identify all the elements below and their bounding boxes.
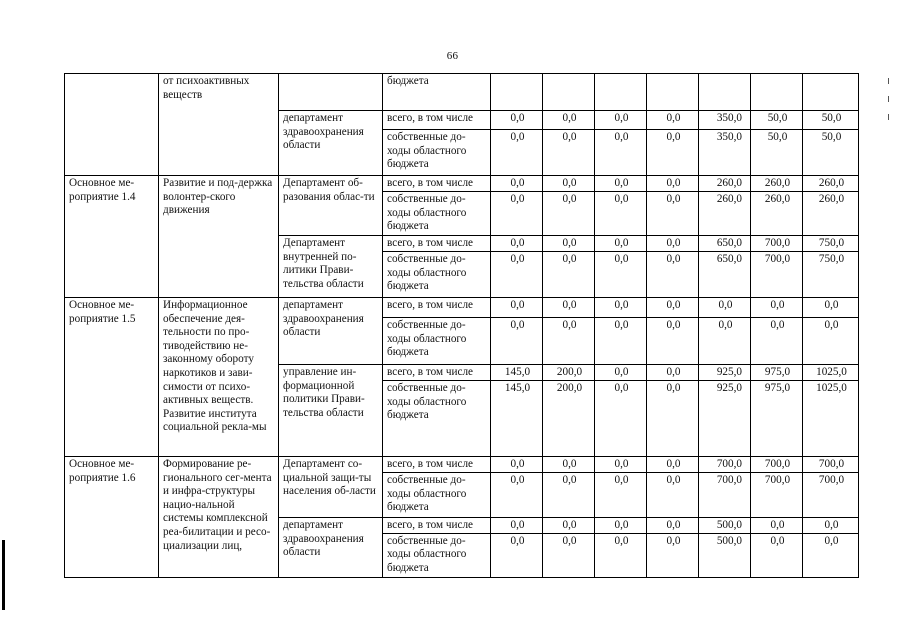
value-cell: 0,0	[491, 473, 543, 518]
value-cell: 0,0	[543, 252, 595, 298]
value-cell: 0,0	[491, 252, 543, 298]
value-cell: 1025,0	[803, 365, 859, 381]
value-cell: 260,0	[803, 192, 859, 236]
executor-cell	[279, 74, 383, 111]
value-cell: 0,0	[647, 192, 699, 236]
value-cell: 0,0	[595, 192, 647, 236]
executor-cell: Департамент внутренней по-литики Прави-тельства области	[279, 236, 383, 298]
value-cell: 260,0	[751, 176, 803, 192]
value-cell: 925,0	[699, 381, 751, 457]
scan-edge-tick	[888, 96, 889, 102]
value-cell: 0,0	[803, 298, 859, 318]
value-cell: 700,0	[751, 252, 803, 298]
value-cell: 350,0	[699, 111, 751, 130]
activity-name-cell: Информационное обеспечение дея-тельности по про-тиводействию не-законному обороту наркотиков и зави-симости от психо-активных веществ. Развитие института социальной рекла-мы	[159, 298, 279, 457]
value-cell: 50,0	[803, 130, 859, 176]
value-cell: 0,0	[647, 473, 699, 518]
activity-cell	[65, 74, 159, 176]
value-cell: 260,0	[699, 192, 751, 236]
value-cell: 700,0	[751, 473, 803, 518]
value-cell: 50,0	[803, 111, 859, 130]
value-cell: 0,0	[595, 365, 647, 381]
value-cell: 0,0	[647, 533, 699, 577]
value-cell: 350,0	[699, 130, 751, 176]
funding-type-cell: собственные до-ходы областного бюджета	[383, 192, 491, 236]
value-cell	[595, 74, 647, 111]
value-cell: 0,0	[647, 518, 699, 534]
value-cell: 0,0	[647, 176, 699, 192]
value-cell	[543, 74, 595, 111]
value-cell: 0,0	[751, 518, 803, 534]
value-cell: 750,0	[803, 252, 859, 298]
value-cell: 0,0	[751, 318, 803, 365]
value-cell: 0,0	[491, 236, 543, 252]
value-cell: 0,0	[803, 533, 859, 577]
executor-cell: департамент здравоохранения области	[279, 518, 383, 578]
value-cell: 975,0	[751, 381, 803, 457]
value-cell: 0,0	[543, 298, 595, 318]
funding-type-cell: собственные до-ходы областного бюджета	[383, 130, 491, 176]
scan-edge-tick	[888, 78, 889, 84]
value-cell: 1025,0	[803, 381, 859, 457]
funding-type-cell: бюджета	[383, 74, 491, 111]
scan-edge-tick	[888, 114, 889, 120]
activity-name-cell: от психоактивных веществ	[159, 74, 279, 176]
funding-type-cell: всего, в том числе	[383, 236, 491, 252]
value-cell: 260,0	[803, 176, 859, 192]
value-cell: 500,0	[699, 518, 751, 534]
value-cell: 0,0	[647, 365, 699, 381]
value-cell: 500,0	[699, 533, 751, 577]
activity-cell: Основное ме-роприятие 1.6	[65, 457, 159, 578]
value-cell: 0,0	[751, 533, 803, 577]
value-cell	[803, 74, 859, 111]
value-cell	[751, 74, 803, 111]
value-cell: 0,0	[647, 381, 699, 457]
value-cell	[699, 74, 751, 111]
value-cell: 700,0	[751, 457, 803, 473]
value-cell: 650,0	[699, 236, 751, 252]
table-row	[65, 74, 859, 111]
value-cell: 700,0	[751, 236, 803, 252]
value-cell: 0,0	[491, 192, 543, 236]
value-cell: 0,0	[595, 518, 647, 534]
activity-cell: Основное ме-роприятие 1.5	[65, 298, 159, 457]
activity-cell: Основное ме-роприятие 1.4	[65, 176, 159, 298]
funding-type-cell: всего, в том числе	[383, 111, 491, 130]
executor-cell: Департамент со-циальной защи-ты населения об-ласти	[279, 457, 383, 518]
funding-type-cell: всего, в том числе	[383, 298, 491, 318]
value-cell: 0,0	[595, 473, 647, 518]
executor-cell: департамент здравоохранения области	[279, 298, 383, 365]
funding-type-cell: всего, в том числе	[383, 457, 491, 473]
value-cell: 700,0	[699, 473, 751, 518]
activity-name-cell: Развитие и под-держка волонтер-ского движения	[159, 176, 279, 298]
funding-type-cell: всего, в том числе	[383, 518, 491, 534]
value-cell: 200,0	[543, 381, 595, 457]
table-row	[65, 176, 859, 192]
value-cell: 700,0	[803, 457, 859, 473]
value-cell: 0,0	[595, 298, 647, 318]
value-cell: 0,0	[699, 318, 751, 365]
value-cell	[647, 74, 699, 111]
value-cell: 0,0	[491, 176, 543, 192]
value-cell: 0,0	[491, 457, 543, 473]
executor-cell: управление ин-формационной политики Прави-тельства области	[279, 365, 383, 457]
executor-cell: департамент здравоохранения области	[279, 111, 383, 176]
value-cell: 0,0	[647, 298, 699, 318]
budget-table	[64, 73, 859, 578]
value-cell: 0,0	[543, 176, 595, 192]
value-cell: 925,0	[699, 365, 751, 381]
value-cell: 0,0	[751, 298, 803, 318]
value-cell: 0,0	[491, 533, 543, 577]
value-cell: 750,0	[803, 236, 859, 252]
value-cell: 0,0	[595, 457, 647, 473]
funding-type-cell: всего, в том числе	[383, 365, 491, 381]
value-cell: 200,0	[543, 365, 595, 381]
activity-name-cell: Формирование ре-гионального сег-мента и инфра-структуры нацио-нальной системы комплексной реа-билитации и ресо-циализации лиц,	[159, 457, 279, 578]
value-cell: 0,0	[647, 252, 699, 298]
value-cell: 0,0	[543, 457, 595, 473]
page-number: 66	[446, 50, 459, 62]
value-cell: 0,0	[699, 298, 751, 318]
value-cell: 0,0	[491, 518, 543, 534]
value-cell: 145,0	[491, 365, 543, 381]
value-cell: 0,0	[543, 111, 595, 130]
funding-type-cell: собственные до-ходы областного бюджета	[383, 473, 491, 518]
value-cell: 700,0	[699, 457, 751, 473]
table-row	[65, 298, 859, 318]
value-cell: 0,0	[543, 533, 595, 577]
value-cell: 0,0	[595, 236, 647, 252]
value-cell: 50,0	[751, 130, 803, 176]
value-cell: 0,0	[491, 130, 543, 176]
value-cell: 260,0	[751, 192, 803, 236]
funding-type-cell: собственные до-ходы областного бюджета	[383, 252, 491, 298]
value-cell: 145,0	[491, 381, 543, 457]
value-cell: 0,0	[543, 318, 595, 365]
value-cell: 0,0	[647, 236, 699, 252]
value-cell: 0,0	[543, 130, 595, 176]
value-cell: 0,0	[491, 318, 543, 365]
value-cell: 0,0	[803, 518, 859, 534]
value-cell: 0,0	[647, 130, 699, 176]
funding-type-cell: собственные до-ходы областного бюджета	[383, 318, 491, 365]
funding-type-cell: собственные до-ходы областного бюджета	[383, 381, 491, 457]
funding-type-cell: всего, в том числе	[383, 176, 491, 192]
value-cell: 0,0	[647, 111, 699, 130]
value-cell: 650,0	[699, 252, 751, 298]
scan-edge-mark	[2, 540, 5, 610]
value-cell: 0,0	[543, 192, 595, 236]
value-cell: 0,0	[595, 111, 647, 130]
executor-cell: Департамент об-разования облас-ти	[279, 176, 383, 236]
value-cell	[491, 74, 543, 111]
value-cell: 0,0	[595, 533, 647, 577]
value-cell: 0,0	[595, 381, 647, 457]
value-cell: 975,0	[751, 365, 803, 381]
value-cell: 0,0	[543, 236, 595, 252]
value-cell: 0,0	[491, 298, 543, 318]
value-cell: 0,0	[595, 130, 647, 176]
value-cell: 700,0	[803, 473, 859, 518]
funding-type-cell: собственные до-ходы областного бюджета	[383, 533, 491, 577]
table-row	[65, 457, 859, 473]
value-cell: 0,0	[491, 111, 543, 130]
value-cell: 0,0	[595, 176, 647, 192]
value-cell: 0,0	[595, 318, 647, 365]
value-cell: 0,0	[647, 318, 699, 365]
value-cell: 0,0	[803, 318, 859, 365]
value-cell: 0,0	[647, 457, 699, 473]
value-cell: 0,0	[595, 252, 647, 298]
value-cell: 0,0	[543, 518, 595, 534]
value-cell: 260,0	[699, 176, 751, 192]
value-cell: 0,0	[543, 473, 595, 518]
value-cell: 50,0	[751, 111, 803, 130]
